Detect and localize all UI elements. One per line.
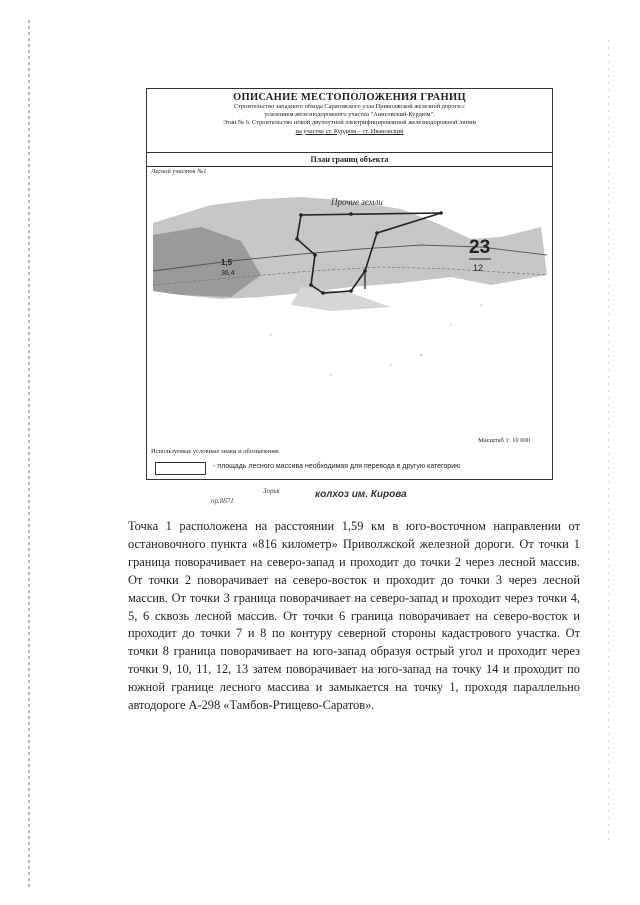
- quarter-number: 23: [469, 237, 491, 258]
- document-title: ОПИСАНИЕ МЕСТОПОЛОЖЕНИЯ ГРАНИЦ: [233, 92, 466, 103]
- road-label: пр.8871: [211, 497, 234, 505]
- forest-plot-label: Лесной участок №1: [151, 168, 207, 175]
- boundary-description-paragraph: Точка 1 расположена на расстоянии 1,59 км в юго-восточном направлении от остановочного пункта «816 километр» Приволжской железной дороги. От точки 1 граница поворачивает на северо-запад и проходит до точки 2 через лесной массив. От точки 2 поворачивает на северо-восток и проходит до точки 3 через лесной массив. От точки 3 граница поворачивает на северо-запад и проходит через точки 4, 5, 6 сквозь лесной массив. От точки 6 граница поворачивает на северо-восток и проходит до точки 7 и 8 по контуру северной стороны кадастрового участка. От точки 8 граница поворачивает на юго-запад образуя острый угол и проходит через точки 9, 10, 11, 12, 13 затем поворачивает на юго-запад на точку 14 и проходит по южной границе лесного массива и замыкается на точку 1, проходя параллельно автодороге А-298 «Тамбов-Ртищево-Саратов».: [128, 519, 580, 713]
- map-scale: Масштаб 1: 10 000: [478, 437, 530, 444]
- quarter-sub: 12: [473, 263, 484, 273]
- legend-swatch: [155, 462, 206, 475]
- boundary-plan-frame: [146, 88, 553, 505]
- other-lands-label: Прочие земли: [331, 197, 383, 207]
- header-line-4: на участке ст. Курдюм – ст. Ивановский: [295, 127, 404, 135]
- header-line-1: Строительство западного обхода Саратовского узла Приволжской железной дороги с: [233, 103, 466, 110]
- forest-area-light: [291, 287, 391, 311]
- legend-description: - площадь лесного массива необходимая для перевода в другую категорию: [213, 463, 461, 470]
- header-line-2: усилением железнодорожного участка "Анисовский-Курдюм".: [264, 111, 435, 119]
- plan-header: [147, 89, 552, 153]
- plan-title: План границ объекта: [147, 153, 552, 167]
- header-fine-print: [147, 136, 552, 140]
- small-settlement-label: Зорьк: [263, 487, 280, 495]
- left-plot-area: 36,4: [221, 270, 235, 277]
- kolkhoz-label: колхоз им. Кирова: [315, 489, 407, 500]
- scan-edge-left: [28, 20, 30, 890]
- header-line-3: Этап № 6. Строительство новой двухпутной электрифицированной железнодорожной линии: [223, 119, 476, 127]
- left-plot-number: 1,5: [221, 258, 233, 267]
- legend-title: Используемые условные знаки и обозначения:: [151, 448, 280, 455]
- scan-edge-right: [608, 40, 609, 840]
